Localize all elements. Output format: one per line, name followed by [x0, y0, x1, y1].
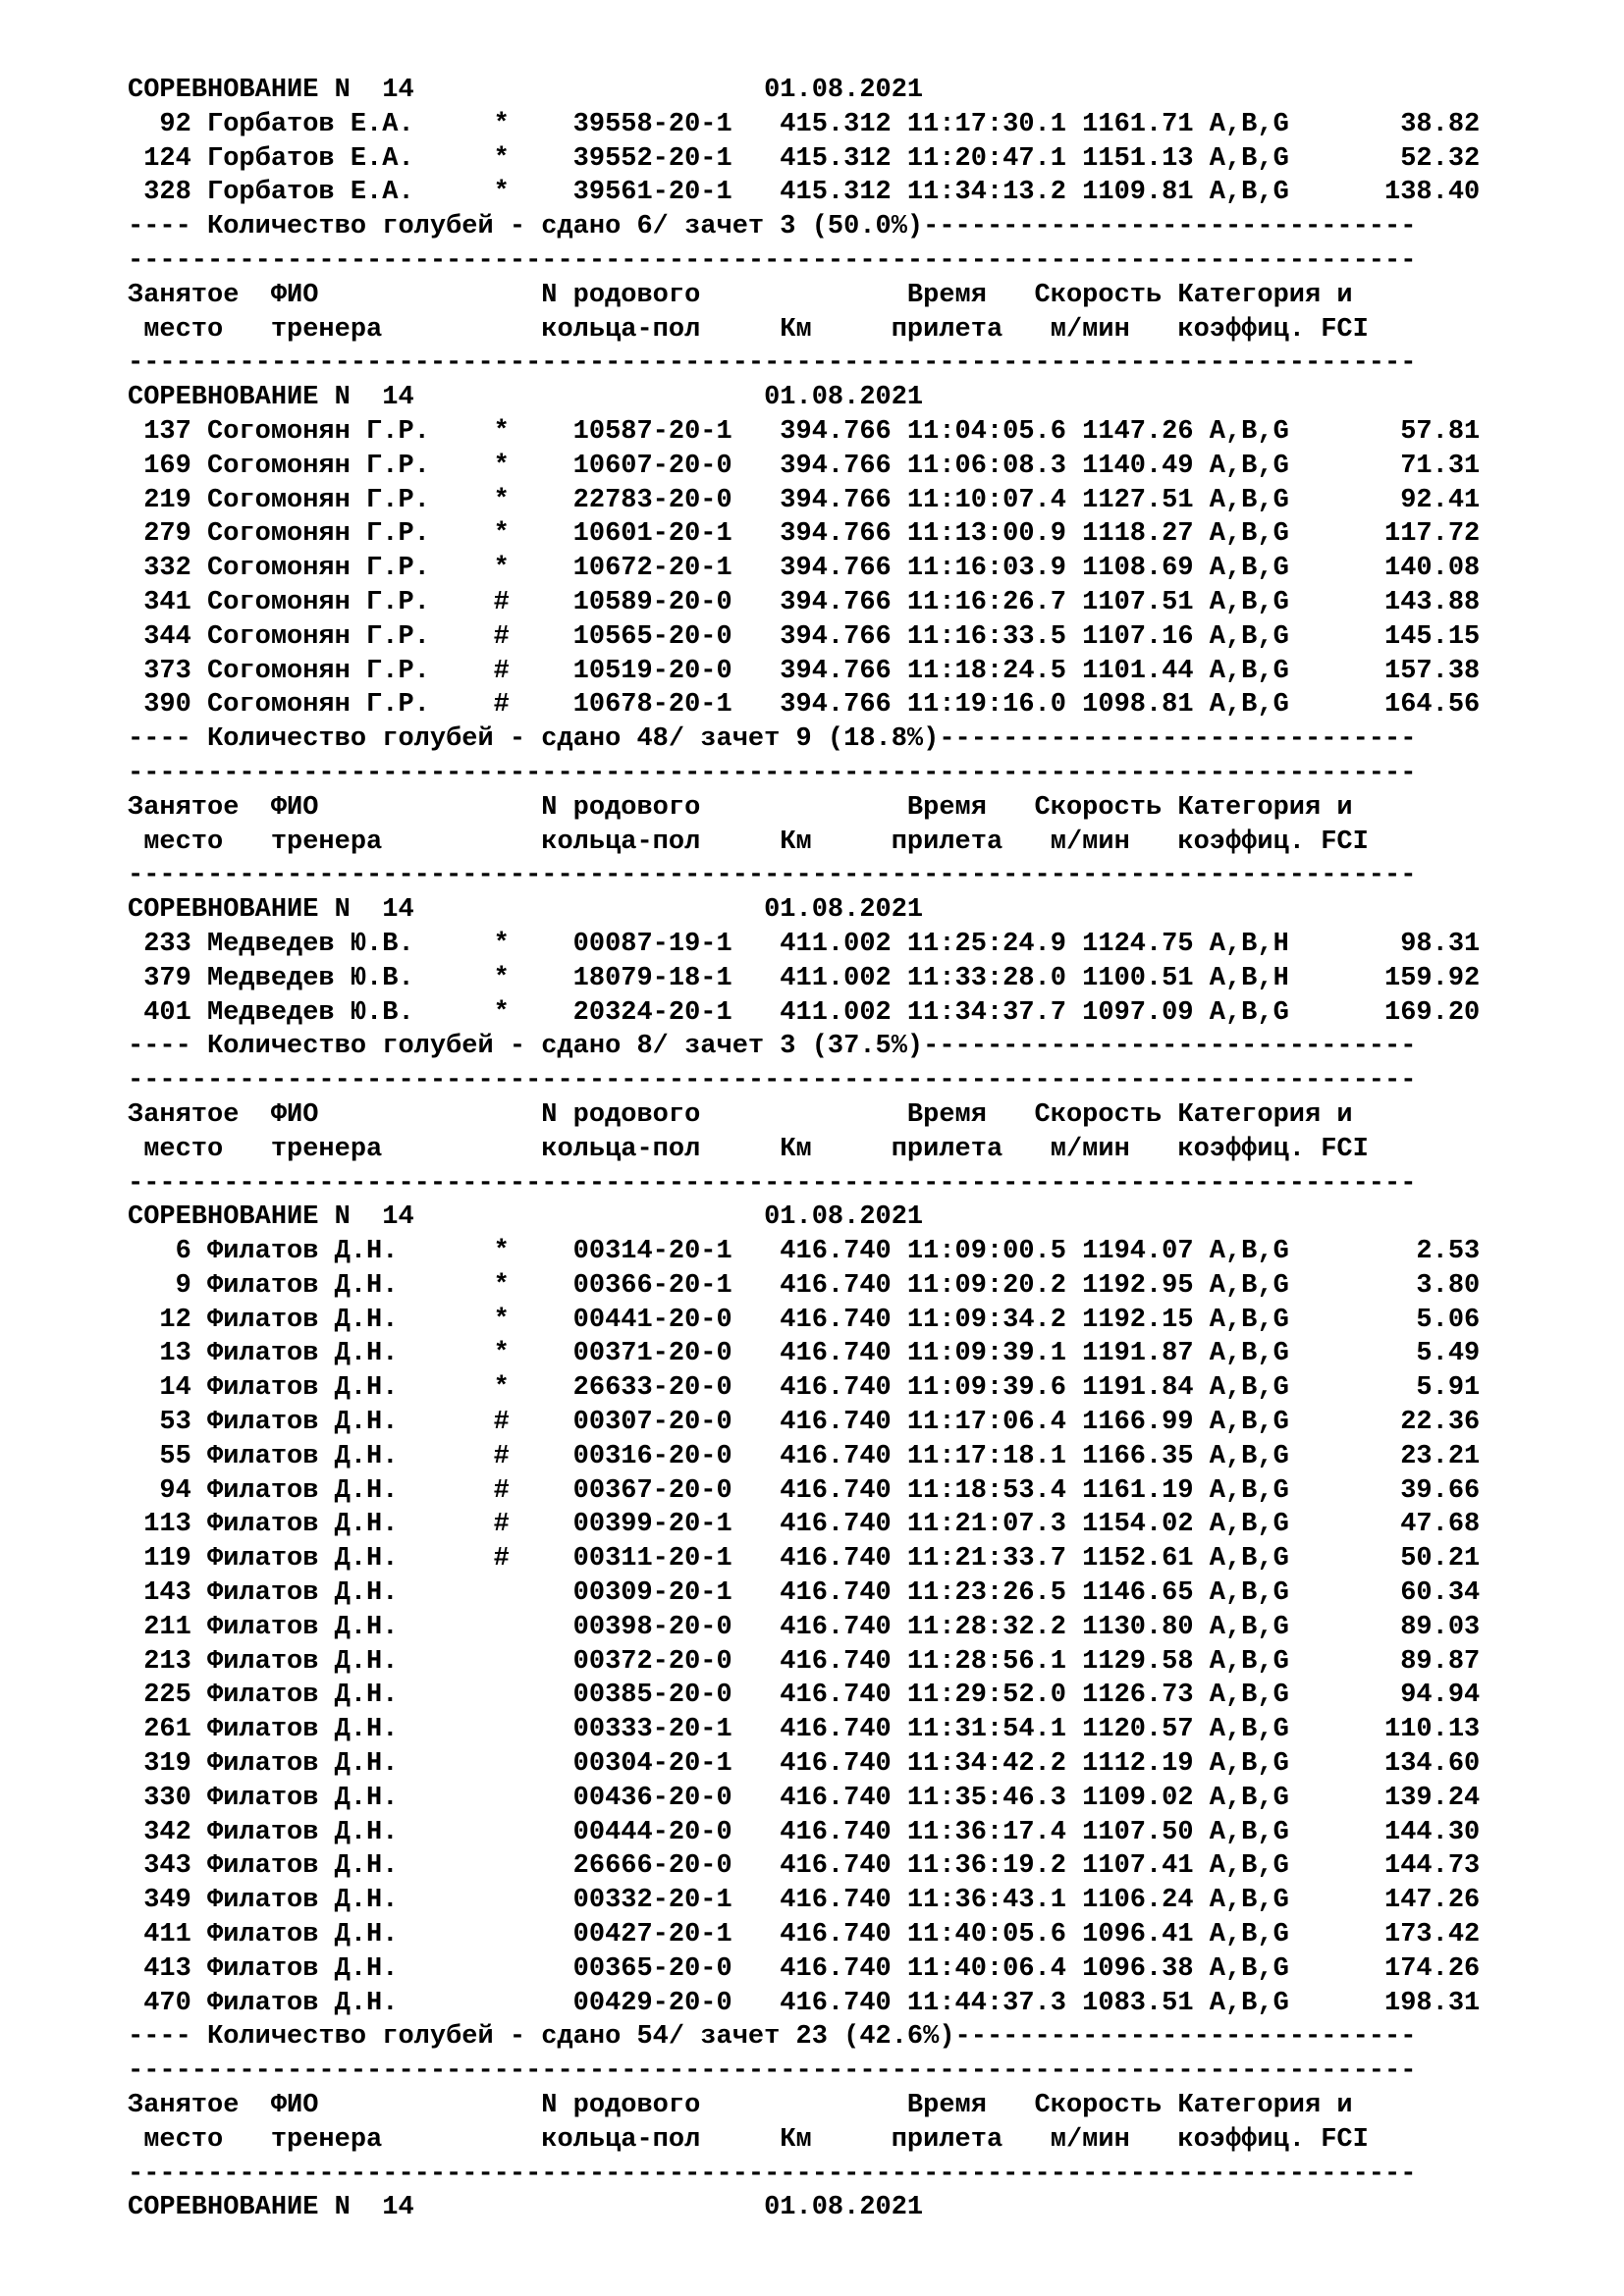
result-row: 113 Филатов Д.Н. # 00399-20-1 416.740 11:21:07.3 1154.02 A,B,G 47.68 [128, 1510, 1481, 1540]
divider: --------------------------------------------------------------------------------- [128, 758, 1417, 788]
result-row: 343 Филатов Д.Н. 26666-20-0 416.740 11:36:19.2 1107.41 A,B,G 144.73 [128, 1851, 1481, 1882]
result-row: 225 Филатов Д.Н. 00385-20-0 416.740 11:29:52.0 1126.73 A,B,G 94.94 [128, 1681, 1481, 1711]
result-row: 119 Филатов Д.Н. # 00311-20-1 416.740 11:21:33.7 1152.61 A,B,G 50.21 [128, 1544, 1481, 1575]
result-row: 137 Согомонян Г.Р. * 10587-20-1 394.766 11:04:05.6 1147.26 A,B,G 57.81 [128, 416, 1481, 447]
summary-line: ---- Количество голубей - сдано 54/ зачет 23 (42.6%)----------------------------- [128, 2022, 1417, 2053]
competition-header: СОРЕВНОВАНИЕ N 14 01.08.2021 [128, 383, 924, 413]
competition-header: СОРЕВНОВАНИЕ N 14 01.08.2021 [128, 895, 924, 926]
divider: --------------------------------------------------------------------------------- [128, 1168, 1417, 1199]
result-row: 53 Филатов Д.Н. # 00307-20-0 416.740 11:17:06.4 1166.99 A,B,G 22.36 [128, 1408, 1481, 1438]
result-row: 349 Филатов Д.Н. 00332-20-1 416.740 11:36:43.1 1106.24 A,B,G 147.26 [128, 1886, 1481, 1916]
result-row: 14 Филатов Д.Н. * 26633-20-0 416.740 11:09:39.6 1191.84 A,B,G 5.91 [128, 1373, 1481, 1404]
summary-line: ---- Количество голубей - сдано 6/ зачет 3 (50.0%)------------------------------- [128, 212, 1417, 242]
summary-line: ---- Количество голубей - сдано 8/ зачет 3 (37.5%)------------------------------- [128, 1032, 1417, 1062]
divider: --------------------------------------------------------------------------------- [128, 1066, 1417, 1096]
competition-header: СОРЕВНОВАНИЕ N 14 01.08.2021 [128, 2193, 924, 2223]
divider: --------------------------------------------------------------------------------- [128, 861, 1417, 891]
divider: --------------------------------------------------------------------------------- [128, 2056, 1417, 2087]
result-row: 413 Филатов Д.Н. 00365-20-0 416.740 11:40:06.4 1096.38 A,B,G 174.26 [128, 1953, 1481, 1984]
result-row: 279 Согомонян Г.Р. * 10601-20-1 394.766 11:13:00.9 1118.27 A,B,G 117.72 [128, 519, 1481, 550]
result-row: 470 Филатов Д.Н. 00429-20-0 416.740 11:44:37.3 1083.51 A,B,G 198.31 [128, 1988, 1481, 2018]
result-row: 341 Согомонян Г.Р. # 10589-20-0 394.766 11:16:26.7 1107.51 A,B,G 143.88 [128, 587, 1481, 617]
result-row: 344 Согомонян Г.Р. # 10565-20-0 394.766 11:16:33.5 1107.16 A,B,G 145.15 [128, 621, 1481, 652]
result-row: 55 Филатов Д.Н. # 00316-20-0 416.740 11:17:18.1 1166.35 A,B,G 23.21 [128, 1441, 1481, 1471]
result-row: 13 Филатов Д.Н. * 00371-20-0 416.740 11:09:39.1 1191.87 A,B,G 5.49 [128, 1339, 1481, 1369]
result-row: 94 Филатов Д.Н. # 00367-20-0 416.740 11:18:53.4 1161.19 A,B,G 39.66 [128, 1475, 1481, 1506]
result-row: 401 Медведев Ю.В. * 20324-20-1 411.002 11:34:37.7 1097.09 A,B,G 169.20 [128, 997, 1481, 1028]
result-row: 411 Филатов Д.Н. 00427-20-1 416.740 11:40:05.6 1096.41 A,B,G 173.42 [128, 1920, 1481, 1950]
result-row: 330 Филатов Д.Н. 00436-20-0 416.740 11:35:46.3 1109.02 A,B,G 139.24 [128, 1783, 1481, 1813]
result-row: 342 Филатов Д.Н. 00444-20-0 416.740 11:36:17.4 1107.50 A,B,G 144.30 [128, 1817, 1481, 1847]
summary-line: ---- Количество голубей - сдано 48/ зачет 9 (18.8%)------------------------------ [128, 724, 1417, 755]
column-header: Занятое ФИО N родового Время Скорость Категория и [128, 280, 1353, 310]
divider: --------------------------------------------------------------------------------- [128, 348, 1417, 379]
column-header: место тренера кольца-пол Км прилета м/мин коэффиц. FCI [128, 1134, 1369, 1164]
result-row: 12 Филатов Д.Н. * 00441-20-0 416.740 11:09:34.2 1192.15 A,B,G 5.06 [128, 1305, 1481, 1335]
result-row: 332 Согомонян Г.Р. * 10672-20-1 394.766 11:16:03.9 1108.69 A,B,G 140.08 [128, 554, 1481, 584]
competition-header: СОРЕВНОВАНИЕ N 14 01.08.2021 [128, 1202, 924, 1233]
result-row: 9 Филатов Д.Н. * 00366-20-1 416.740 11:09:20.2 1192.95 A,B,G 3.80 [128, 1270, 1481, 1301]
report-text [128, 74, 1480, 2225]
result-row: 219 Согомонян Г.Р. * 22783-20-0 394.766 11:10:07.4 1127.51 A,B,G 92.41 [128, 485, 1481, 515]
divider: --------------------------------------------------------------------------------- [128, 2159, 1417, 2189]
result-row: 319 Филатов Д.Н. 00304-20-1 416.740 11:34:42.2 1112.19 A,B,G 134.60 [128, 1749, 1481, 1780]
column-header: Занятое ФИО N родового Время Скорость Категория и [128, 1099, 1353, 1130]
result-row: 328 Горбатов Е.А. * 39561-20-1 415.312 11:34:13.2 1109.81 A,B,G 138.40 [128, 178, 1481, 208]
result-row: 373 Согомонян Г.Р. # 10519-20-0 394.766 11:18:24.5 1101.44 A,B,G 157.38 [128, 656, 1481, 686]
result-row: 6 Филатов Д.Н. * 00314-20-1 416.740 11:09:00.5 1194.07 A,B,G 2.53 [128, 1237, 1481, 1267]
column-header: место тренера кольца-пол Км прилета м/мин коэффиц. FCI [128, 2124, 1369, 2155]
result-row: 211 Филатов Д.Н. 00398-20-0 416.740 11:28:32.2 1130.80 A,B,G 89.03 [128, 1612, 1481, 1642]
result-row: 92 Горбатов Е.А. * 39558-20-1 415.312 11:17:30.1 1161.71 A,B,G 38.82 [128, 109, 1481, 139]
result-row: 143 Филатов Д.Н. 00309-20-1 416.740 11:23:26.5 1146.65 A,B,G 60.34 [128, 1578, 1481, 1609]
divider: --------------------------------------------------------------------------------- [128, 245, 1417, 276]
column-header: Занятое ФИО N родового Время Скорость Категория и [128, 792, 1353, 823]
competition-header: СОРЕВНОВАНИЕ N 14 01.08.2021 [128, 76, 924, 105]
result-row: 379 Медведев Ю.В. * 18079-18-1 411.002 11:33:28.0 1100.51 A,B,H 159.92 [128, 963, 1481, 993]
column-header: место тренера кольца-пол Км прилета м/мин коэффиц. FCI [128, 827, 1369, 857]
result-row: 233 Медведев Ю.В. * 00087-19-1 411.002 11:25:24.9 1124.75 A,B,H 98.31 [128, 929, 1481, 959]
column-header: место тренера кольца-пол Км прилета м/мин коэффиц. FCI [128, 314, 1369, 345]
result-row: 124 Горбатов Е.А. * 39552-20-1 415.312 11:20:47.1 1151.13 A,B,G 52.32 [128, 143, 1481, 174]
result-row: 390 Согомонян Г.Р. # 10678-20-1 394.766 11:19:16.0 1098.81 A,B,G 164.56 [128, 690, 1481, 721]
result-row: 169 Согомонян Г.Р. * 10607-20-0 394.766 11:06:08.3 1140.49 A,B,G 71.31 [128, 451, 1481, 481]
column-header: Занятое ФИО N родового Время Скорость Категория и [128, 2091, 1353, 2121]
result-row: 213 Филатов Д.Н. 00372-20-0 416.740 11:28:56.1 1129.58 A,B,G 89.87 [128, 1646, 1481, 1677]
result-row: 261 Филатов Д.Н. 00333-20-1 416.740 11:31:54.1 1120.57 A,B,G 110.13 [128, 1715, 1481, 1745]
